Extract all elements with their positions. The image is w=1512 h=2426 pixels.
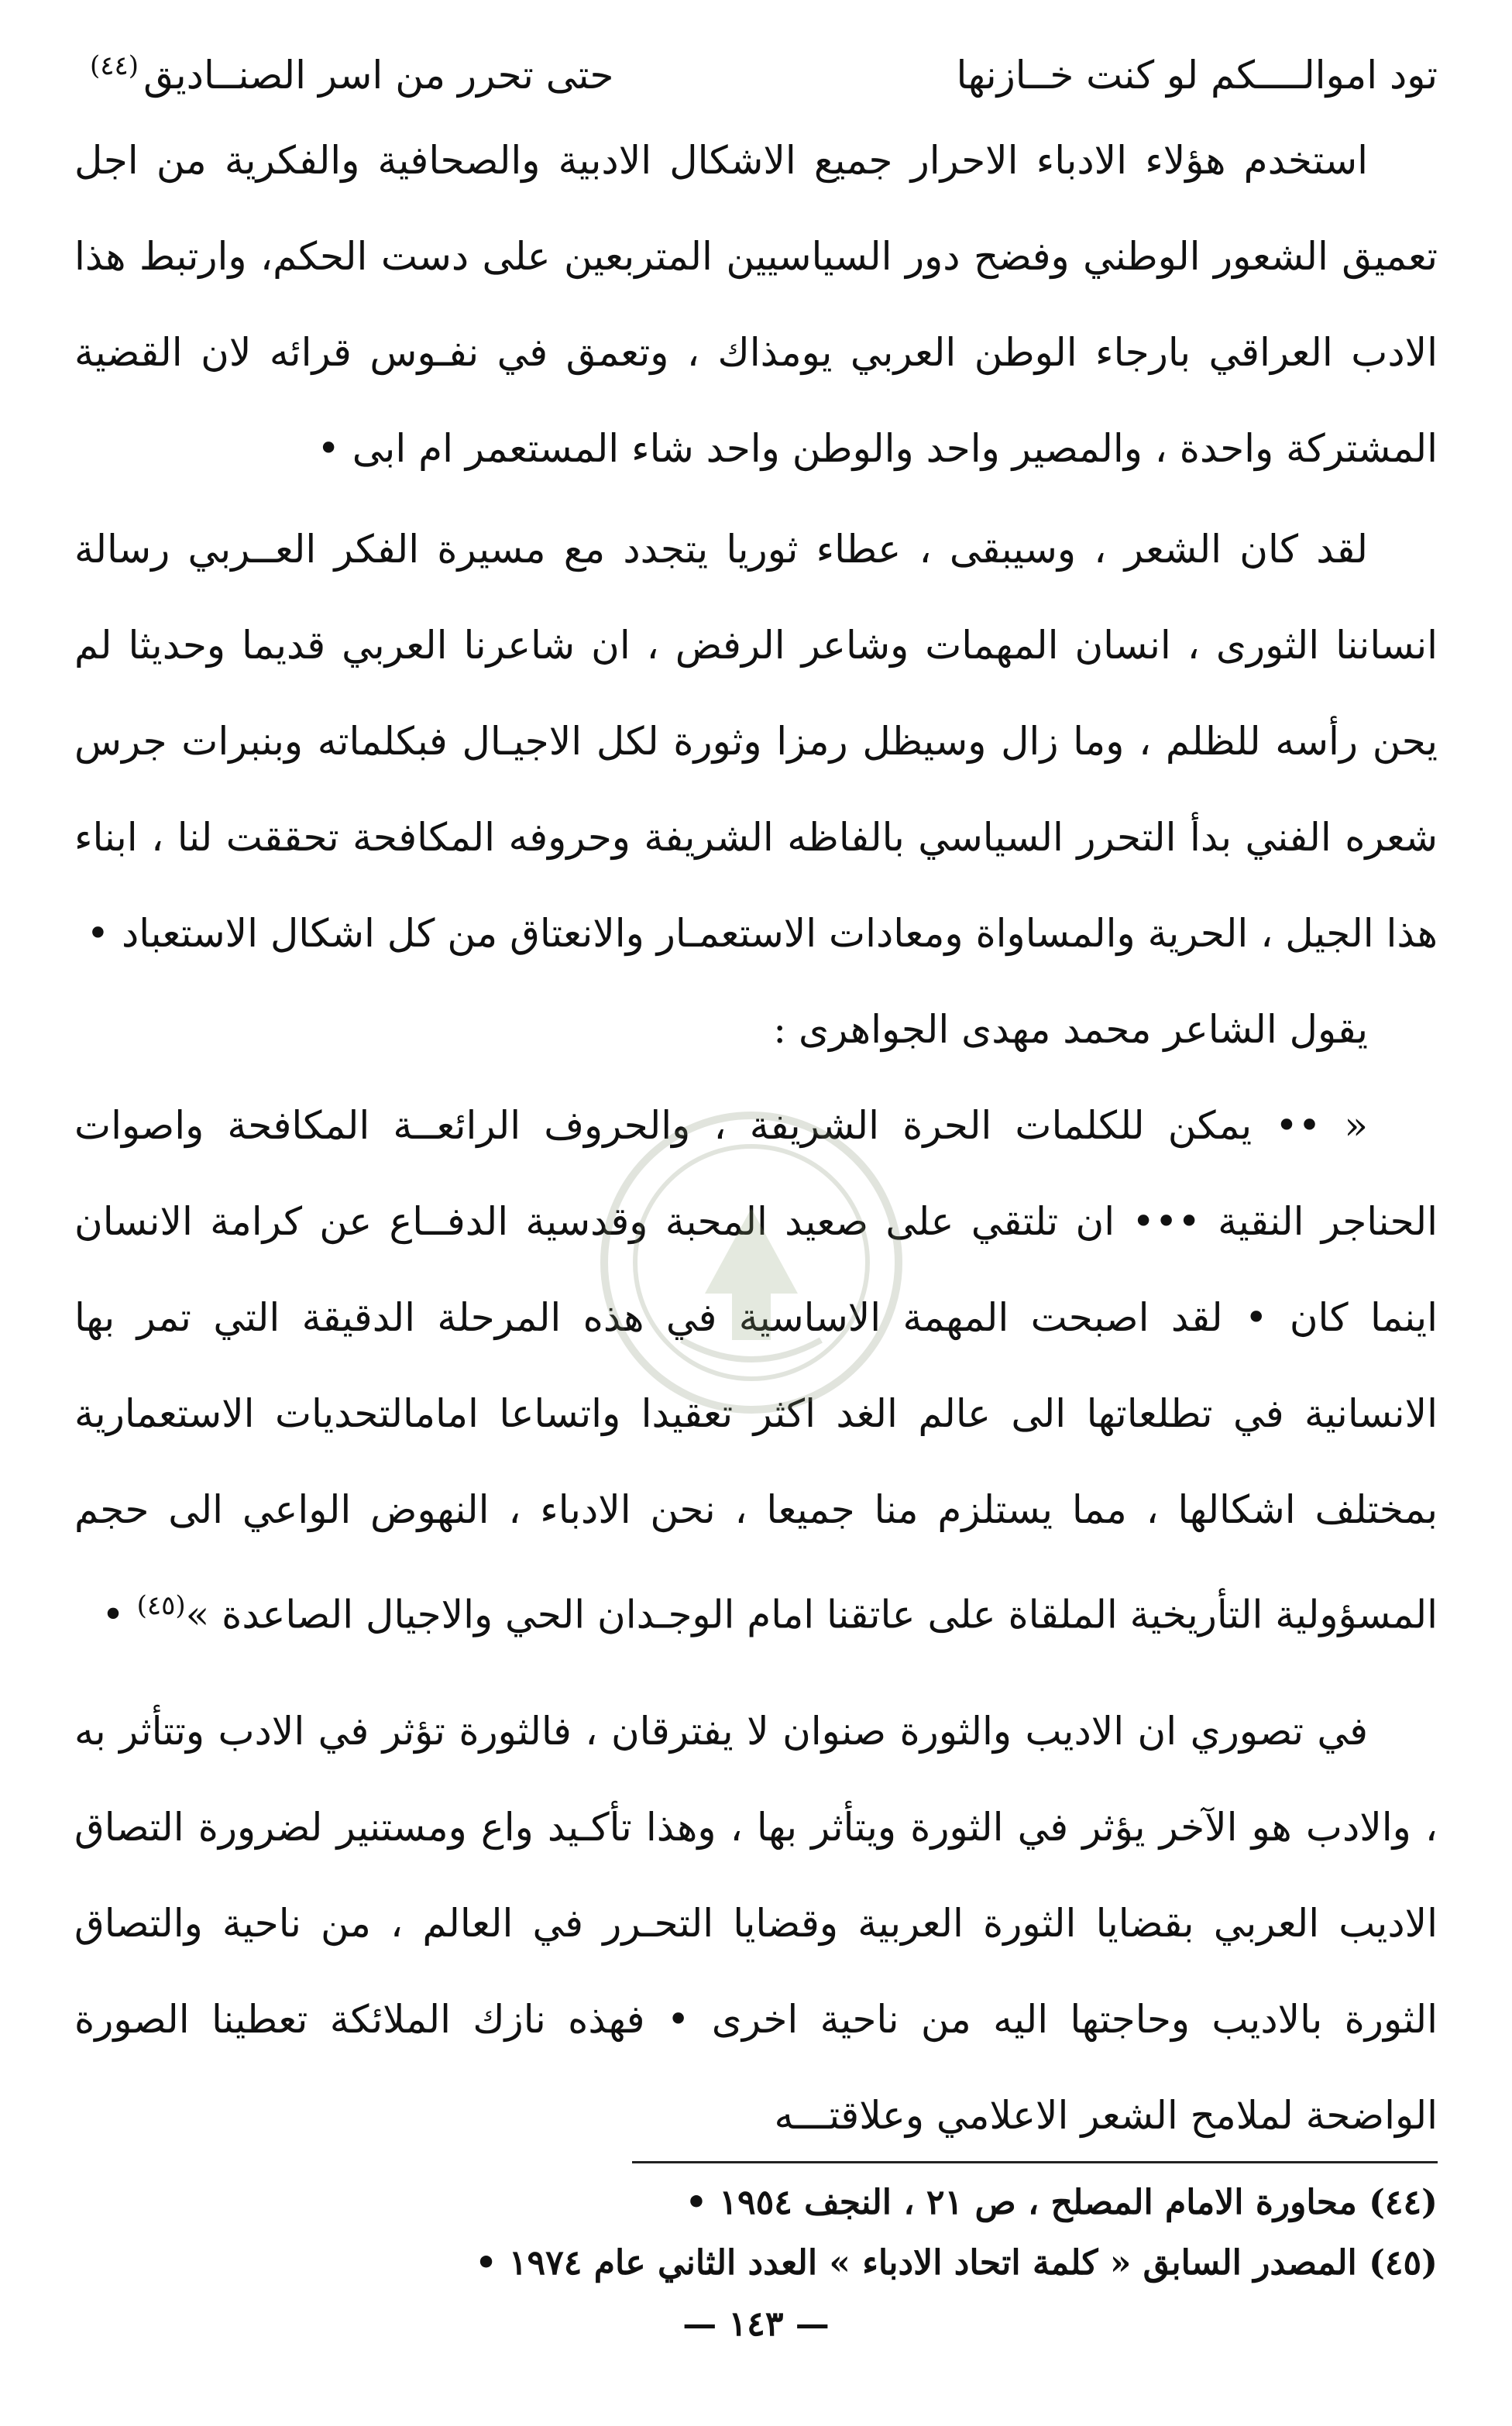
paragraph-poetry-revolution: لقد كان الشعر ، وسيبقى ، عطاء ثوريا يتجدد مع مسيرة الفكر العــربي رسالة انساننا الثورى ، انسان المهمات وشاعر الرفض ، ان شاعرنا العربي قديما وحديثا لم يحن رأسه للظلم ، وما زال وسيظل رمزا وثورة لكل الاجيـال فبكلماته وبنبرات جرس شعره الفني بدأ التحرر السياسي بالفاظه الشريفة وحروفه المكافحة تحققت لنا ، ابناء هذا الجيل ، الحرية والمساواة ومعادات الاستعمـار والانعتاق من كل اشكال الاستعباد • [74, 527, 1438, 956]
page-number: — ١٤٣ — [682, 2304, 830, 2344]
footnote-44: (٤٤) محاورة الامام المصلح ، ص ٢١ ، النجف ١٩٥٤ • [685, 2183, 1438, 2222]
poem-verse [74, 46, 1438, 105]
quote-text: « •• يمكن للكلمات الحرة الشريفة ، والحروف الرائعــة المكافحة واصوات الحناجر النقية ••• ان تلتقي على صعيد المحبة وقدسية الدفــاع عن كرامة الانسان اينما كان • لقد اصبحت المهمة الاساسية في هذه المرحلة الدقيقة التي تمر بها الانسانية في تطلعاتها الى عالم الغد اكثر تعقيدا واتساعا امامالتحديات الاستعمارية بمختلف اشكالها ، مما يستلزم منا جميعا ، نحن الادباء ، النهوض الواعي الى حجم المسؤولية التأريخية الملقاة على عاتقنا امام الوجـدان الحي والاجيال الصاعدة » [74, 1103, 1438, 1637]
verse-first-hemistich: تود اموالــــكم لو كنت خــازنها [956, 53, 1438, 98]
quote-intro: يقول الشاعر محمد مهدى الجواهرى : [773, 1007, 1368, 1052]
footnote-divider [632, 2161, 1438, 2163]
verse-second-hemistich [90, 46, 613, 105]
paragraph-free-writers: استخدم هؤلاء الادباء الاحرار جميع الاشكال الادبية والصحافية والفكرية من اجل تعميق الشعور الوطني وفضح دور السياسيين المتربعين على دست الحكم، وارتبط هذا الادب العراقي بارجاء الوطن العربي يومذاك ، وتعمق في نفـوس قرائه لان القضية المشتركة واحدة ، والمصير واحد والوطن واحد شاء المستعمر ام ابى • [74, 138, 1438, 471]
quote-end-mark: • [101, 1592, 125, 1637]
footnotes [74, 2173, 1438, 2294]
footnote-45: (٤٥) المصدر السابق « كلمة اتحاد الادباء » العدد الثاني عام ١٩٧٤ • [475, 2243, 1438, 2283]
paragraph-writer-and-revolution: في تصوري ان الاديب والثورة صنوان لا يفترقان ، فالثورة تؤثر في الادب وتتأثر به ، والادب هو الآخر يؤثر في الثورة ويتأثر بها ، وهذا تأكـيد واع ومستنير لضرورة التصاق الاديب العربي بقضايا الثورة العربية وقضايا التحـرر في العالم ، من ناحية والتصاق الثورة بالاديب وحاجتها اليه من ناحية اخرى • فهذه نازك الملائكة تعطينا الصورة الواضحة لملامح الشعر الاعلامي وعلاقتـــه [74, 1708, 1438, 2138]
page-body [74, 46, 1438, 2401]
footnote-ref-45: (٤٥) [136, 1590, 186, 1621]
footnote-ref-44: (٤٤) [90, 50, 139, 82]
verse-second-hemistich-text: حتى تحرر من اسر الصنــاديق [143, 53, 614, 98]
jawahiri-quote [74, 1077, 1438, 1663]
